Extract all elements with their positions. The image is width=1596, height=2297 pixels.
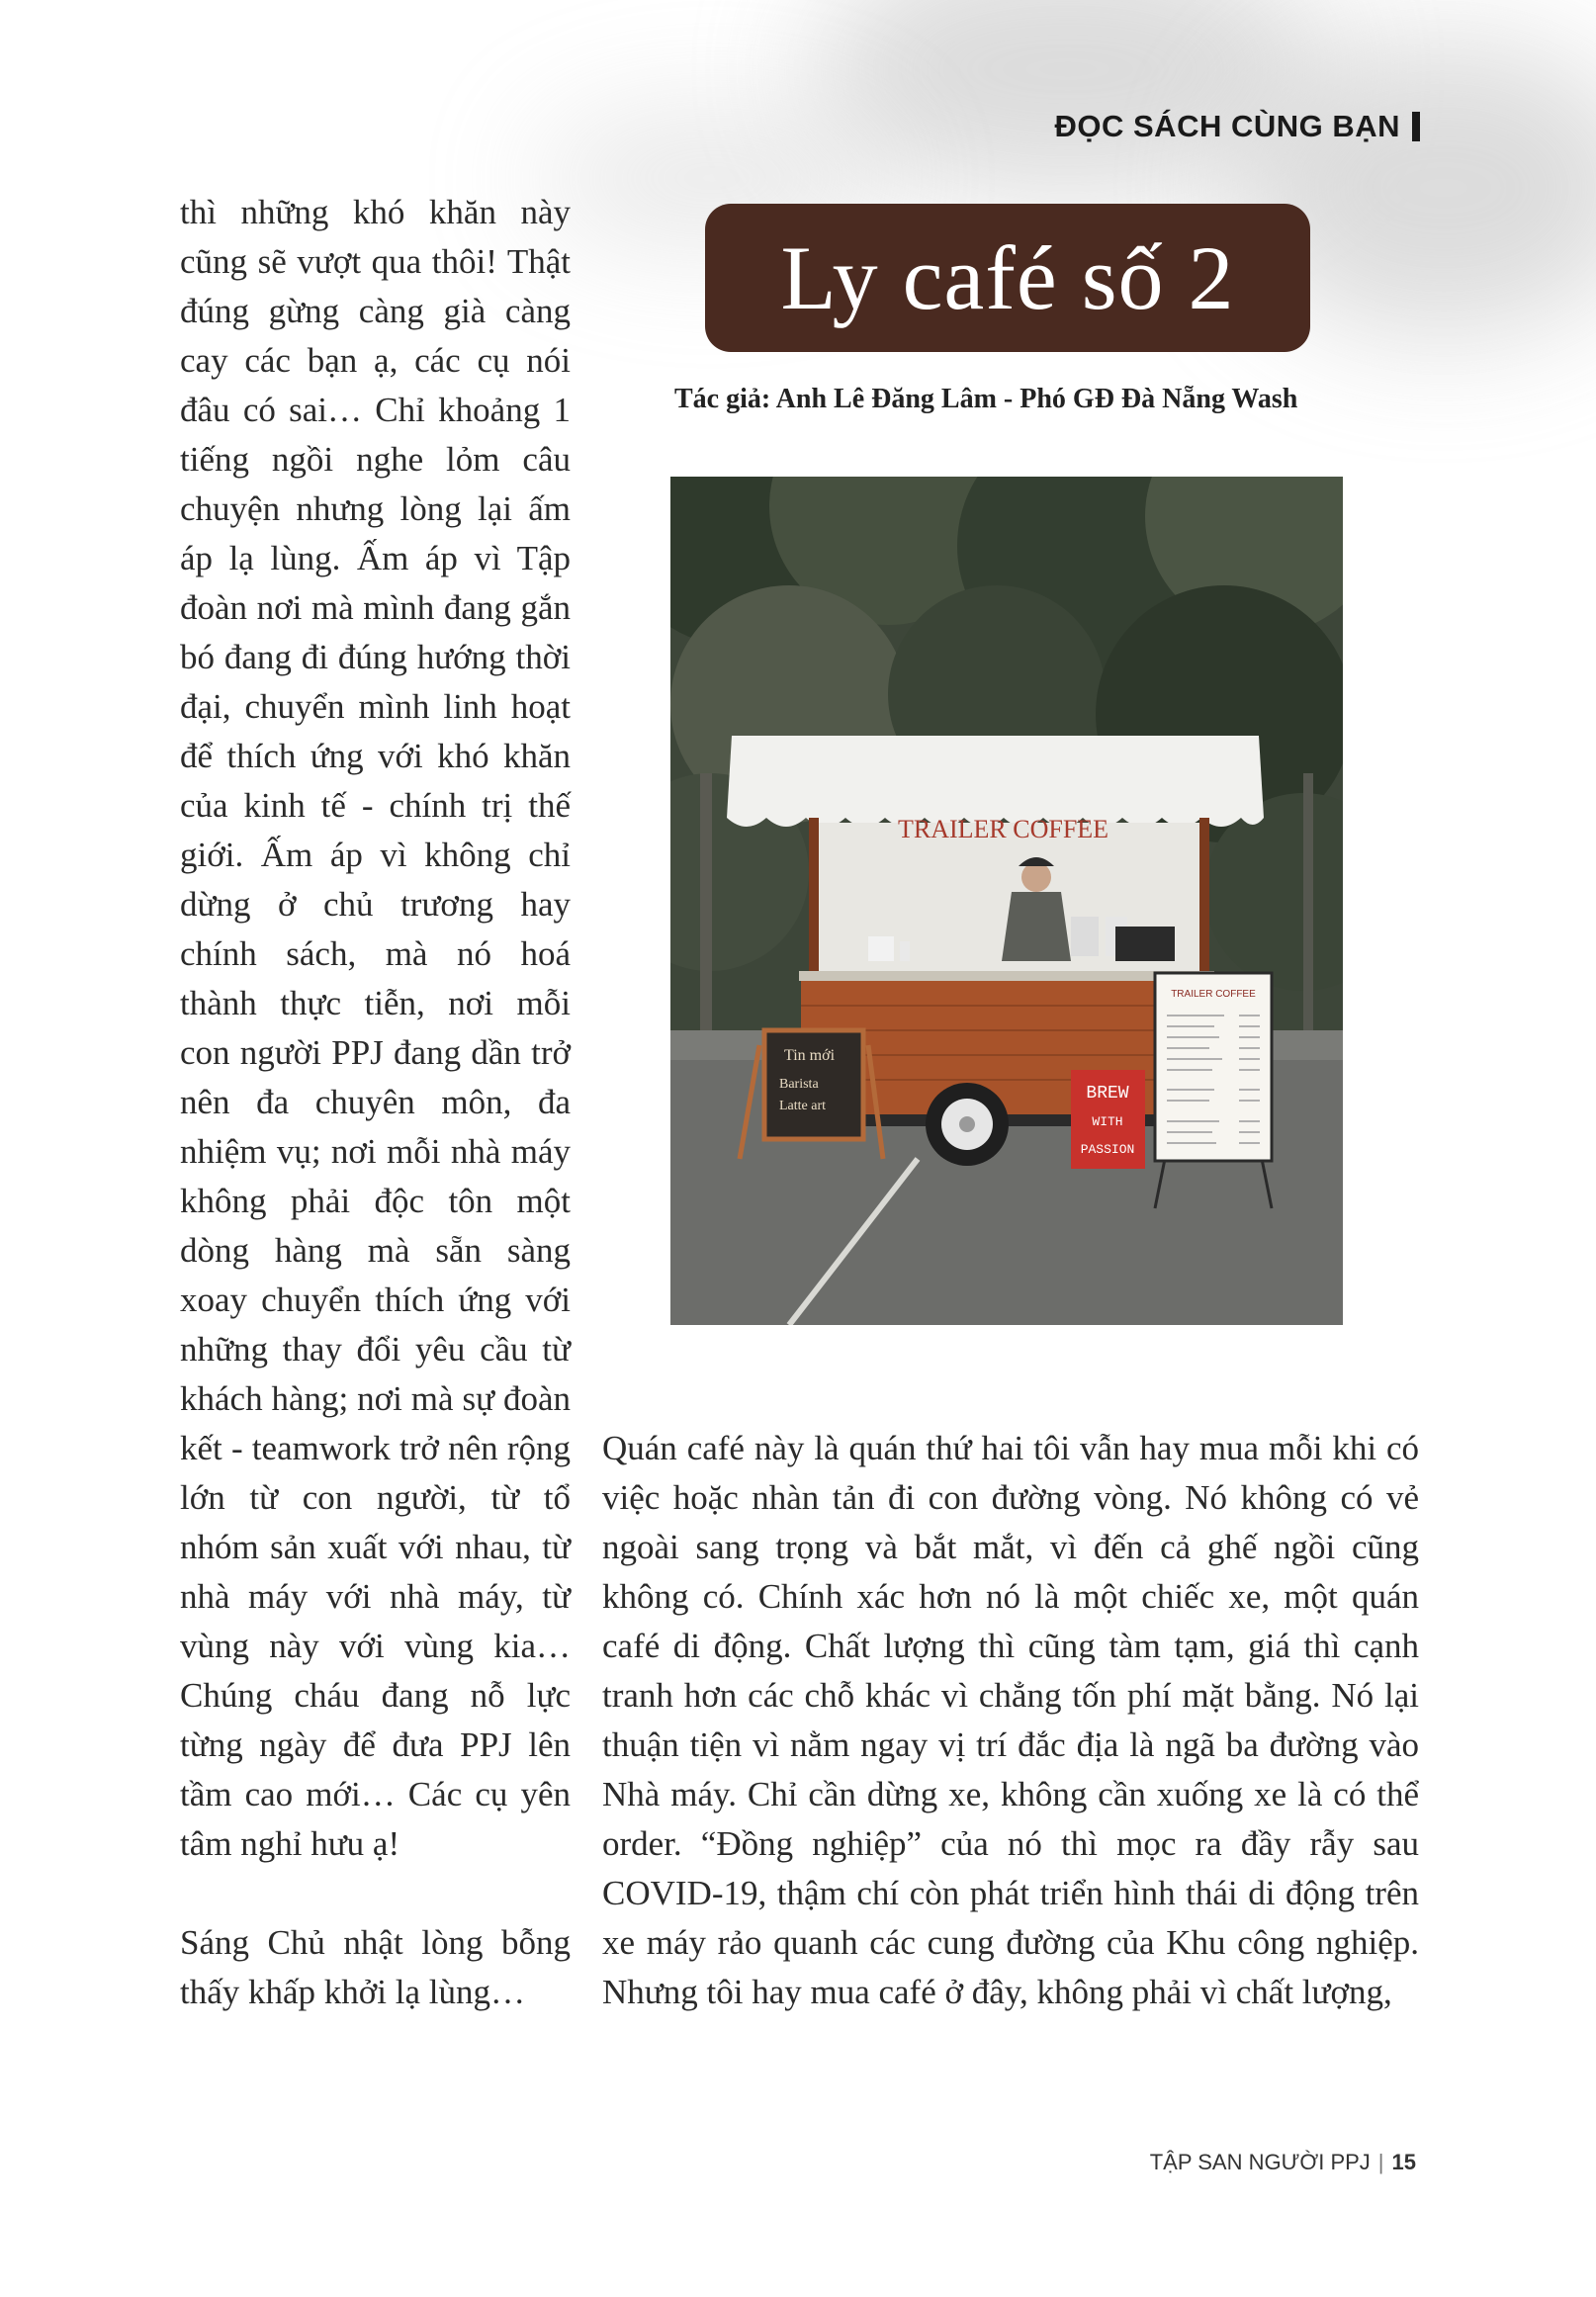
chalkboard-line-2: Barista: [779, 1077, 819, 1092]
article-title: Ly café số 2: [780, 227, 1235, 328]
section-label: [1055, 109, 1421, 144]
trailer-sign: TRAILER COFFEE: [898, 815, 1109, 843]
page-footer: [1150, 2150, 1416, 2175]
footer-separator: |: [1377, 2150, 1384, 2174]
page-number: 15: [1391, 2150, 1416, 2174]
left-paragraph-1: thì những khó khăn này cũng sẽ vượt qua thôi! Thật đúng gừng càng già càng cay các bạn ạ, các cụ nói đâu có sai… Chỉ khoảng 1 tiếng ngồi nghe lỏm câu chuyện nhưng lòng lại ấm áp lạ lùng. Ấm áp vì Tập đoàn nơi mà mình đang gắn bó đang đi đúng hướng thời đại, chuyển mình linh hoạt để thích ứng với khó khăn của kinh tế - chính trị thế giới. Ấm áp vì không chỉ dừng ở chủ trương hay chính sách, mà nó hoá thành thực tiễn, nơi mỗi con người PPJ đang dần trở nên đa chuyên môn, đa nhiệm vụ; nơi mỗi nhà máy không phải độc tôn một dòng hàng mà sẵn sàng xoay chuyển thích ứng với những thay đổi yêu cầu từ khách hàng; nơi mà sự đoàn kết - teamwork trở nên rộng lớn từ con người, từ tổ nhóm sản xuất với nhau, từ nhà máy với nhà máy, từ vùng này với vùng kia… Chúng cháu đang nỗ lực từng ngày để đưa PPJ lên tầm cao mới… Các cụ yên tâm nghỉ hưu ạ!: [180, 193, 571, 1863]
coffee-trailer-photo: [670, 477, 1343, 1325]
brew-sign-line-2: WITH: [1092, 1114, 1123, 1129]
menu-title: TRAILER COFFEE: [1171, 989, 1256, 1000]
section-label-text: ĐỌC SÁCH CÙNG BẠN: [1054, 109, 1400, 143]
publication-name: TẬP SAN NGƯỜI PPJ: [1149, 2150, 1371, 2174]
right-paragraph: Quán café này là quán thứ hai tôi vẫn hay mua mỗi khi có việc hoặc nhàn tản đi con đường vòng. Nó không có vẻ ngoài sang trọng và bắt mắt, vì đến cả ghế ngồi cũng không có. Chính xác hơn nó là một chiếc xe, một quán café di động. Chất lượng thì cũng tàm tạm, giá thì cạnh tranh hơn các chỗ khác vì chẳng tốn phí mặt bằng. Nó lại thuận tiện vì nằm ngay vị trí đắc địa là ngã ba đường vào Nhà máy. Chỉ cần dừng xe, không cần xuống xe là có thể order. “Đồng nghiệp” của nó thì mọc ra đầy rẫy sau COVID-19, thậm chí còn phát triển hình thái di động trên xe máy rảo quanh các cung đường của Khu công nghiệp. Nhưng tôi hay mua café ở đây, không phải vì chất lượng,: [602, 1429, 1419, 2011]
chalkboard-line-1: Tin mới: [784, 1047, 836, 1064]
coffee-trailer-illustration: [670, 477, 1343, 1325]
left-column: [180, 188, 571, 2017]
brew-sign-line-3: PASSION: [1080, 1142, 1135, 1157]
left-paragraph-2: Sáng Chủ nhật lòng bỗng thấy khấp khởi lạ lùng…: [180, 1923, 571, 2011]
chalkboard-line-3: Latte art: [779, 1099, 827, 1113]
brew-sign-line-1: BREW: [1086, 1084, 1129, 1104]
section-label-bar: [1412, 112, 1420, 141]
article-author: Tác giả: Anh Lê Đăng Lâm - Phó GĐ Đà Nẵng Wash: [674, 384, 1298, 414]
article-title-box: [705, 204, 1310, 352]
